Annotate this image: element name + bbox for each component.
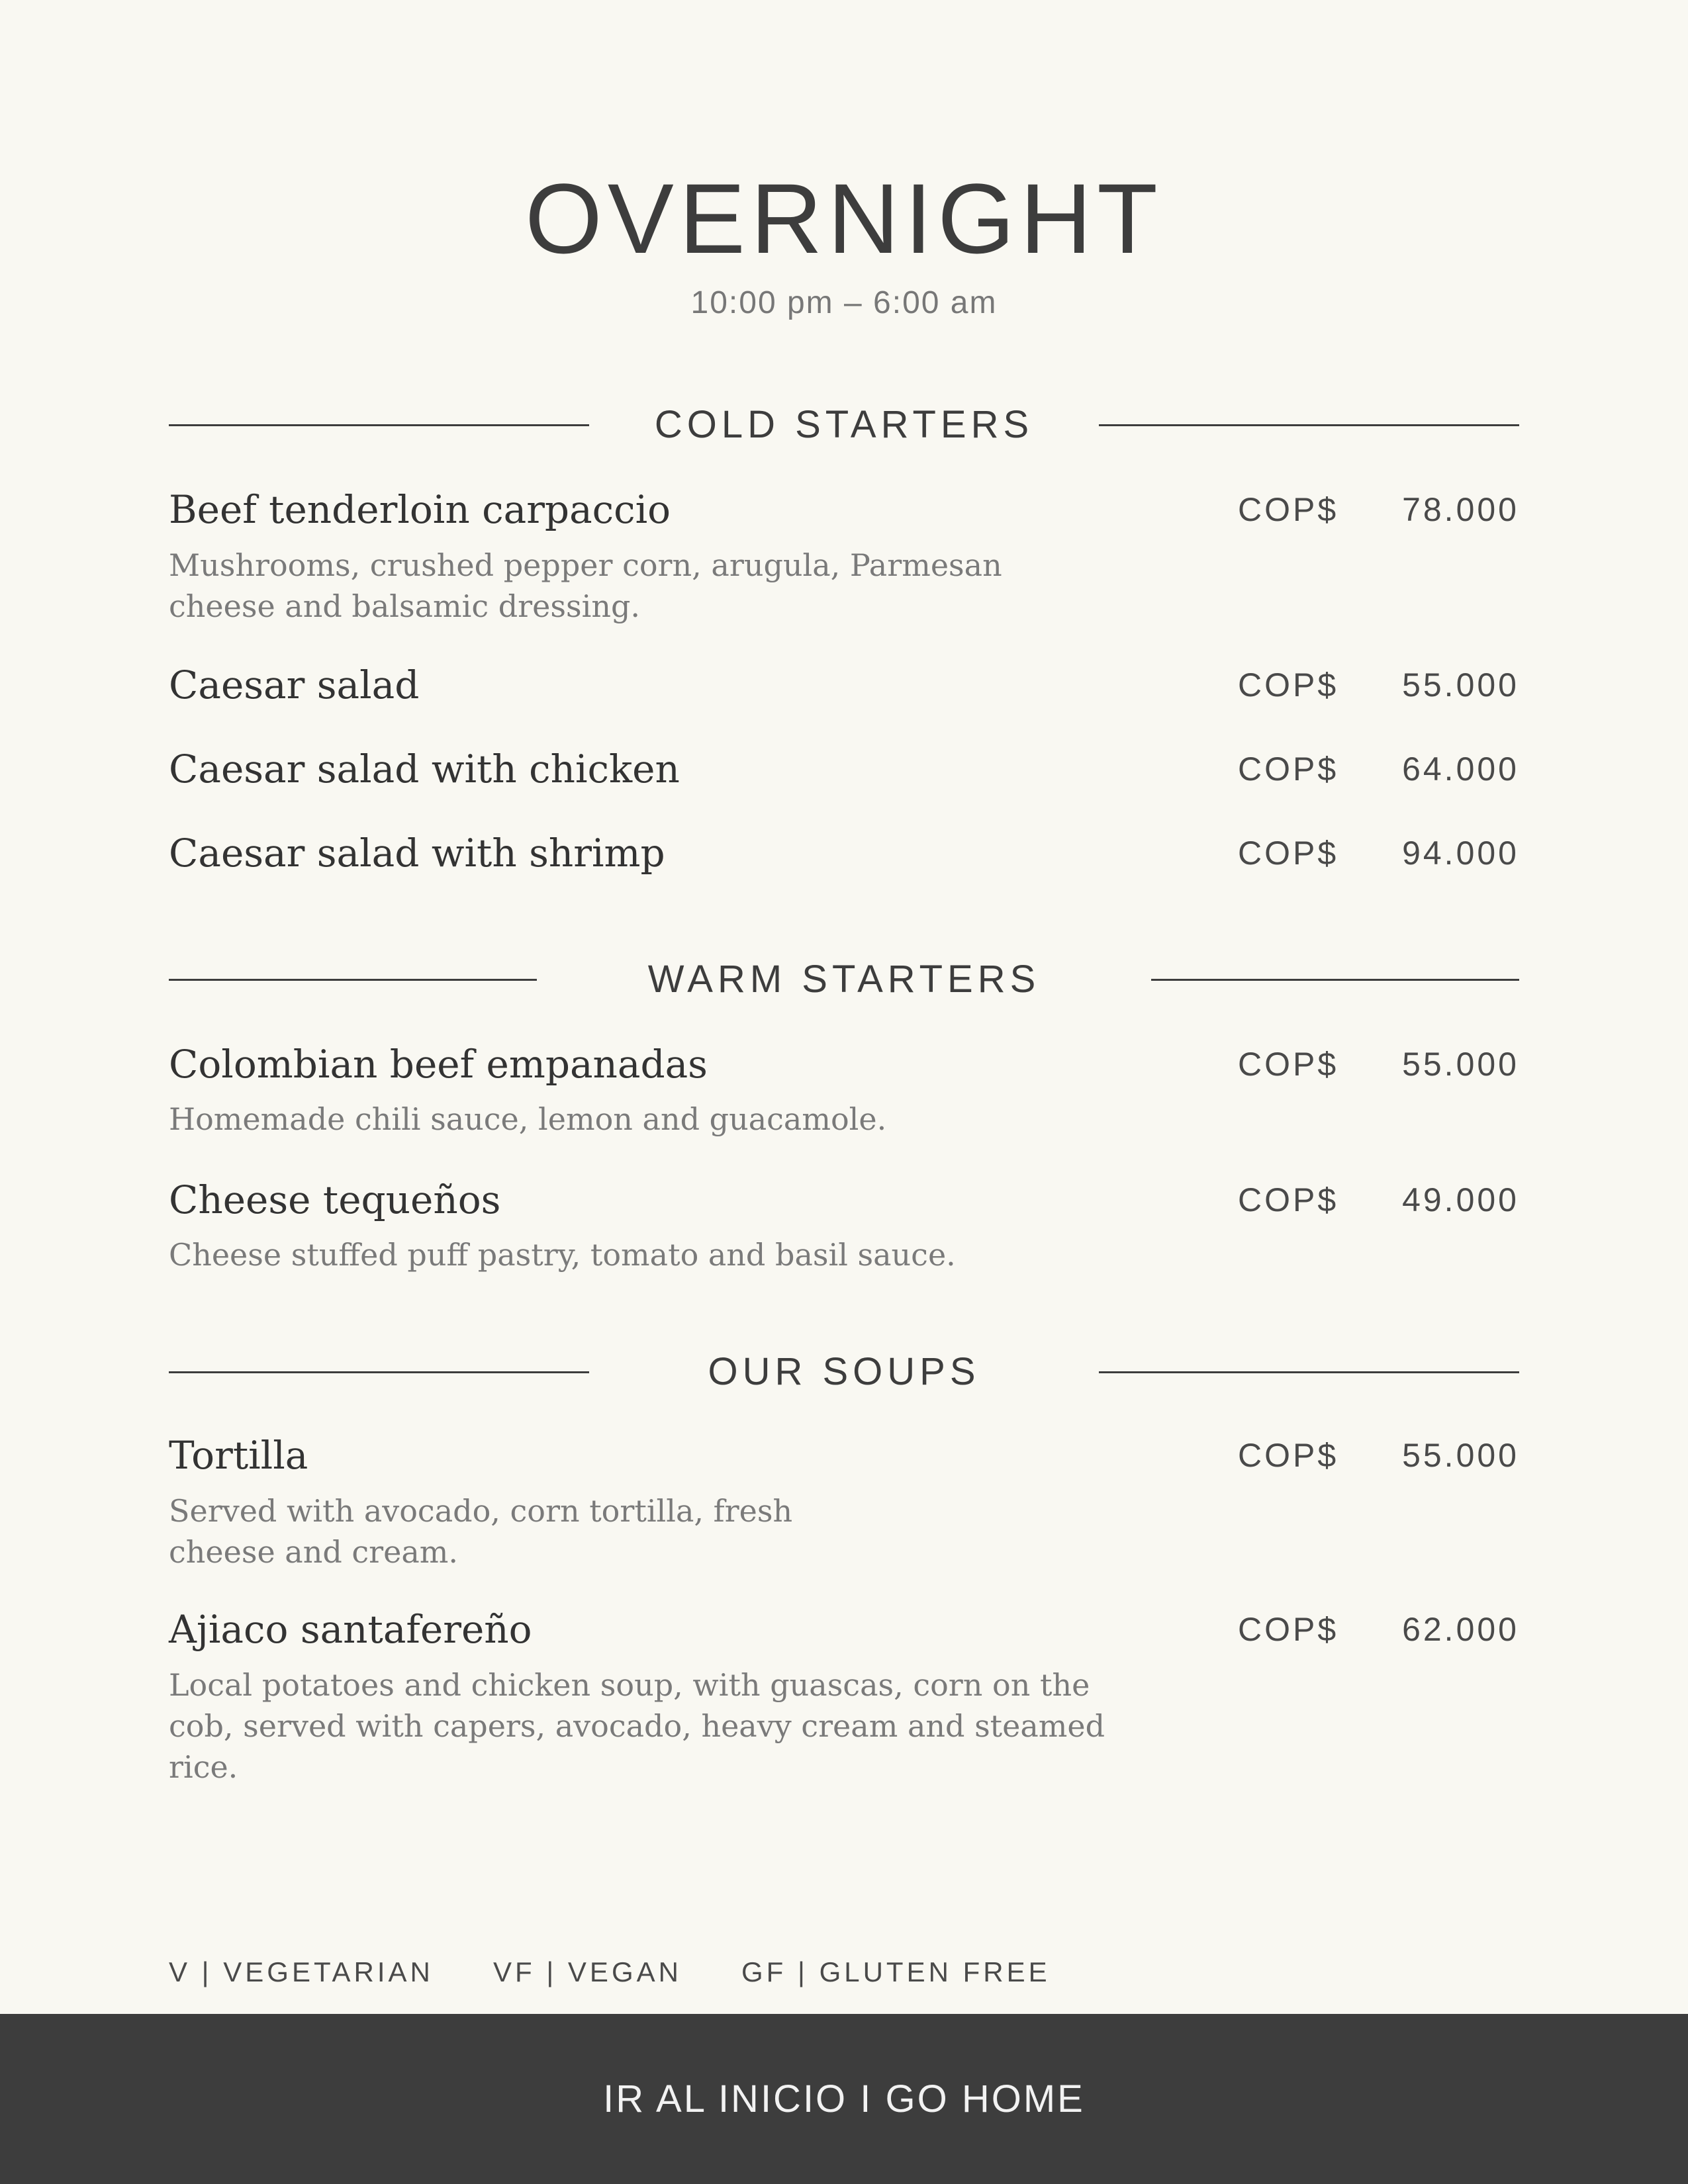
menu-item-description: Cheese stuffed puff pastry, tomato and basil sauce. <box>169 1237 956 1273</box>
menu-item-name: Ajiaco santafereño <box>169 1607 532 1652</box>
menu-item-name: Tortilla <box>169 1433 308 1478</box>
section-header-our-soups <box>169 1345 1519 1398</box>
divider-line <box>1099 1371 1519 1373</box>
menu-item-price: 62.000 <box>1402 1611 1519 1648</box>
menu-item-currency: COP$ <box>1238 1046 1339 1083</box>
section-title: WARM STARTERS <box>647 958 1041 1001</box>
section-title: OUR SOUPS <box>708 1350 980 1393</box>
menu-item-currency: COP$ <box>1238 1611 1339 1648</box>
menu-item-currency: COP$ <box>1238 1437 1339 1474</box>
menu-item-description: Homemade chili sauce, lemon and guacamole. <box>169 1101 887 1137</box>
menu-item-currency: COP$ <box>1238 835 1339 872</box>
divider-line <box>1099 424 1519 426</box>
service-hours: 10:00 pm – 6:00 am <box>690 285 998 320</box>
menu-item-price: 55.000 <box>1402 1046 1519 1083</box>
menu-item-currency: COP$ <box>1238 666 1339 704</box>
divider-line <box>1151 979 1519 981</box>
legend-vegan: VF | VEGAN <box>493 1956 682 1987</box>
menu-item-currency: COP$ <box>1238 491 1339 528</box>
menu-item-name: Cheese tequeños <box>169 1177 501 1222</box>
menu-item-description: Mushrooms, crushed pepper corn, arugula, Parmesan cheese and balsamic dressing. <box>169 547 1002 624</box>
section-header-warm-starters <box>169 953 1519 1006</box>
menu-item-name: Beef tenderloin carpaccio <box>169 487 671 532</box>
menu-item-price: 49.000 <box>1402 1181 1519 1218</box>
menu-item-name: Caesar salad with chicken <box>169 747 680 792</box>
menu-item-description: Served with avocado, corn tortilla, fresh cheese and cream. <box>169 1493 793 1570</box>
menu-item-currency: COP$ <box>1238 1181 1339 1218</box>
menu-item-price: 78.000 <box>1402 491 1519 528</box>
legend-gluten-free: GF | GLUTEN FREE <box>741 1956 1051 1987</box>
menu-item-price: 94.000 <box>1402 835 1519 872</box>
menu-item-price: 55.000 <box>1402 666 1519 704</box>
menu-item-name: Caesar salad <box>169 662 420 707</box>
menu-item-description: Local potatoes and chicken soup, with guascas, corn on the cob, served with capers, avocado, heavy cream and steamed rice. <box>169 1667 1105 1785</box>
menu-item-currency: COP$ <box>1238 751 1339 788</box>
section-title: COLD STARTERS <box>654 403 1034 446</box>
go-home-link[interactable]: IR AL INICIO I GO HOME <box>603 2077 1085 2120</box>
footer-bar <box>0 2014 1688 2184</box>
page-title: OVERNIGHT <box>525 163 1163 274</box>
legend-vegetarian: V | VEGETARIAN <box>169 1956 434 1987</box>
menu-item-name: Caesar salad with shrimp <box>169 831 665 876</box>
menu-item-price: 64.000 <box>1402 751 1519 788</box>
menu-item-price: 55.000 <box>1402 1437 1519 1474</box>
menu-item-name: Colombian beef empanadas <box>169 1042 708 1087</box>
section-header-cold-starters <box>169 398 1519 451</box>
